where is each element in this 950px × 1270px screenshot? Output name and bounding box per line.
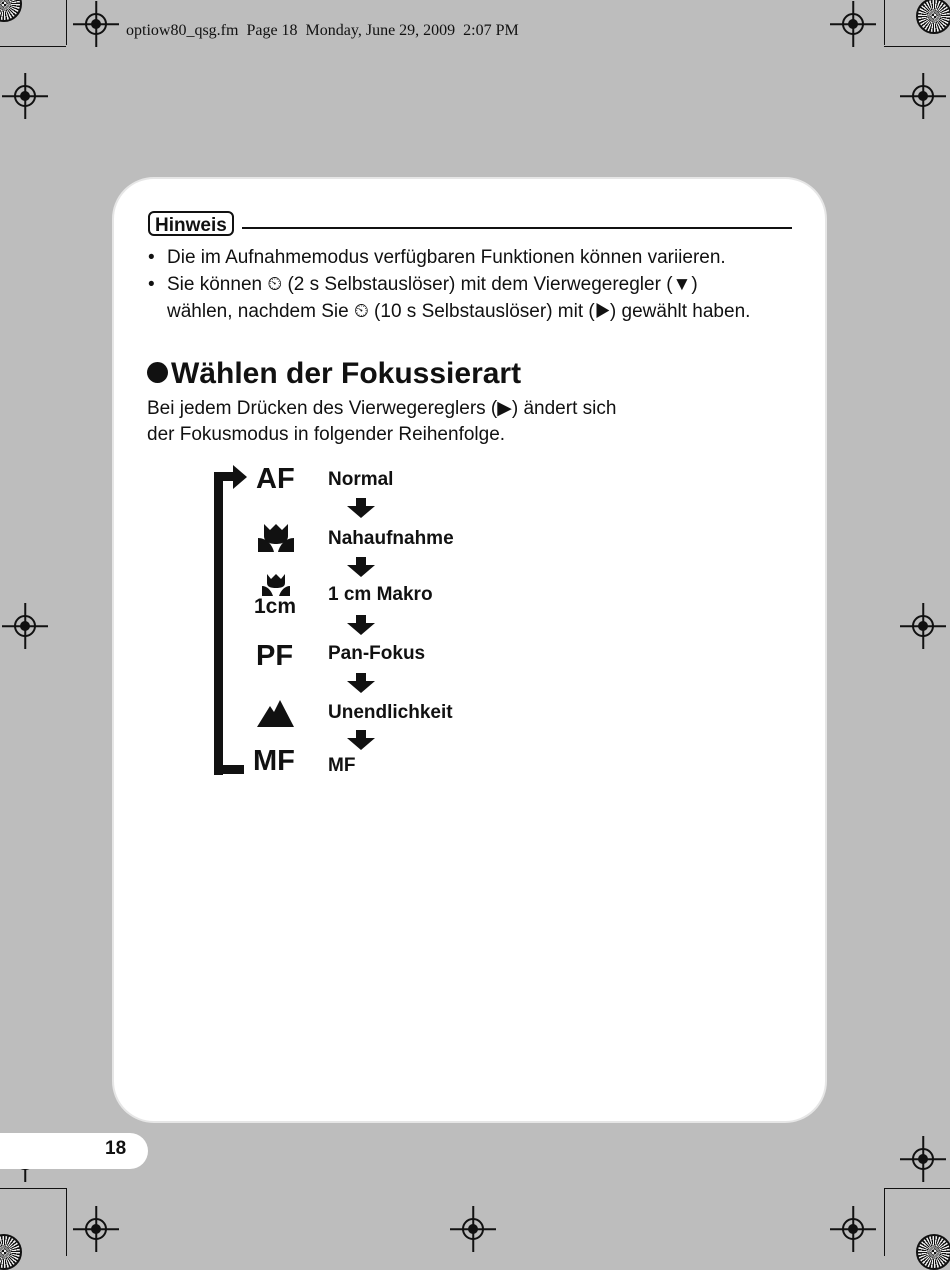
color-bar-sunburst-icon [0,1234,22,1270]
registration-mark-icon [912,1148,934,1170]
mountain-icon [256,696,296,728]
mode-label-mf: MF [328,755,356,776]
mf-icon: MF [253,745,295,777]
intro-line: der Fokusmodus in folgender Reihenfolge. [147,424,506,445]
hinweis-bullet-text: Sie können ⏲ (2 s Selbstauslöser) mit dem Vierwegeregler (▼) [167,274,698,295]
crop-mark [884,46,950,47]
section-heading [147,357,521,391]
registration-mark-icon [842,13,864,35]
registration-mark-icon [85,1218,107,1240]
pf-icon: PF [256,640,294,672]
hinweis-bullet-text: Die im Aufnahmemodus verfügbaren Funktionen können variieren. [167,247,726,268]
crop-mark [0,46,66,47]
registration-mark-icon [14,85,36,107]
color-bar-sunburst-icon [916,0,950,34]
crop-mark [66,1188,67,1256]
mode-label-nahaufnahme: Nahaufnahme [328,528,454,549]
macro-flower-icon [256,522,296,554]
crop-mark [66,0,67,45]
page-number: 18 [105,1138,127,1159]
hinweis-bullet: • Die im Aufnahmemodus verfügbaren Funktionen können variieren. [148,247,726,268]
down-arrow-icon [347,557,375,577]
mode-label-unendlichkeit: Unendlichkeit [328,702,453,723]
color-bar-sunburst-icon [916,1234,950,1270]
registration-mark-icon [14,615,36,637]
macro-1cm-icon [256,574,296,596]
crop-mark [884,1188,885,1256]
registration-mark-icon [85,13,107,35]
color-bar-sunburst-icon [0,0,22,22]
registration-mark-icon [912,615,934,637]
intro-line: Bei jedem Drücken des Vierwegereglers (▶) ändert sich [147,398,617,419]
registration-mark-icon [842,1218,864,1240]
crop-mark [884,1188,950,1189]
loop-bracket [214,472,223,775]
crop-mark [884,0,885,45]
hinweis-bullet-text: wählen, nachdem Sie ⏲ (10 s Selbstauslöser) mit (▶) gewählt haben. [167,301,751,322]
down-arrow-icon [347,615,375,635]
crop-mark [0,1188,66,1189]
registration-mark-icon [462,1218,484,1240]
hinweis-label: Hinweis [148,211,234,236]
hinweis-bullet: • Sie können ⏲ (2 s Selbstauslöser) mit dem Vierwegeregler (▼) [148,274,698,295]
mode-label-makro: 1 cm Makro [328,584,433,605]
loop-bracket-bottom [214,765,244,774]
registration-mark-icon [912,85,934,107]
hinweis-rule [242,227,792,229]
loop-arrow-icon [233,465,247,489]
af-icon: AF [256,463,295,495]
section-title: Wählen der Fokussierart [171,357,522,390]
file-slug: optiow80_qsg.fm Page 18 Monday, June 29, 2009 2:07 PM [126,22,519,39]
down-arrow-icon [347,498,375,518]
mode-label-panfokus: Pan-Fokus [328,643,426,664]
macro-1cm-label: 1cm [254,595,297,618]
bullet-dot-icon [147,362,168,383]
down-arrow-icon [347,730,375,750]
hinweis-bullet-continuation [148,298,750,325]
down-arrow-icon [347,673,375,693]
mode-label-normal: Normal [328,469,394,490]
loop-bracket-top [214,472,234,481]
